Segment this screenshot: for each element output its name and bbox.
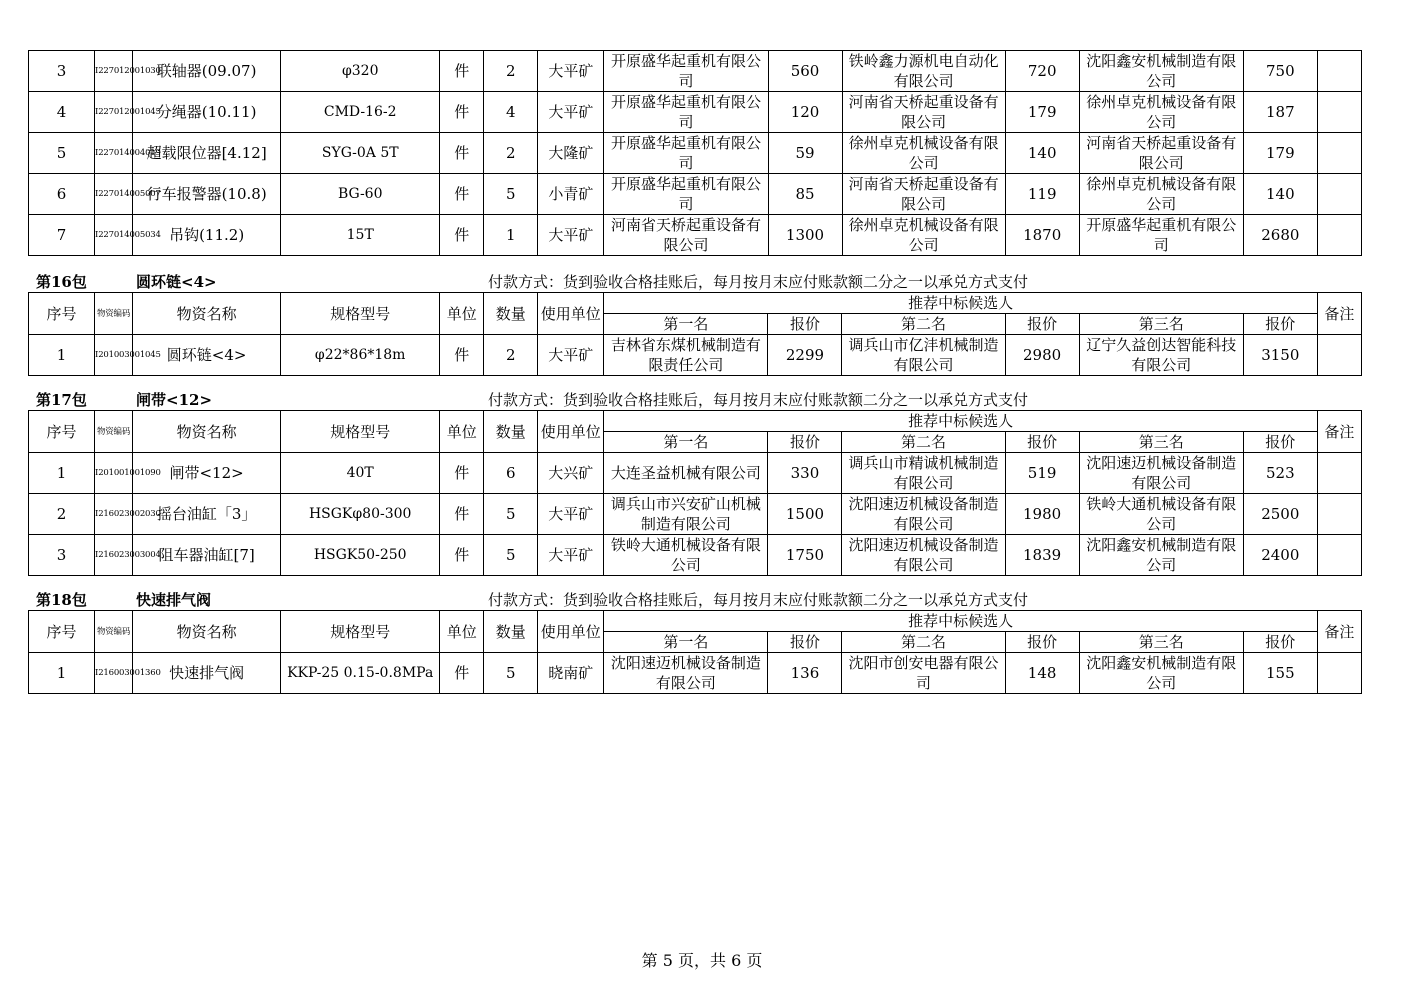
second-price: 720	[1005, 51, 1079, 92]
header-name: 物资名称	[133, 293, 281, 335]
second-candidate: 调兵山市精诚机械制造有限公司	[842, 453, 1005, 494]
header-spec: 规格型号	[281, 293, 440, 335]
header-no: 序号	[29, 611, 95, 653]
unit: 件	[440, 51, 484, 92]
unit: 件	[440, 133, 484, 174]
header-no: 序号	[29, 293, 95, 335]
remark	[1317, 335, 1361, 376]
header-price-3: 报价	[1243, 632, 1317, 653]
quantity: 5	[484, 174, 538, 215]
material-code: I227014004019	[95, 133, 133, 174]
header-recommended: 推荐中标候选人	[604, 611, 1318, 632]
header-remark: 备注	[1317, 293, 1361, 335]
package-header	[36, 272, 1396, 292]
header-recommended: 推荐中标候选人	[604, 293, 1318, 314]
header-row	[29, 411, 1362, 432]
header-qty: 数量	[484, 411, 538, 453]
spec-model: HSGK50-250	[281, 535, 440, 576]
spec-model: φ320	[281, 51, 440, 92]
third-price: 3150	[1243, 335, 1317, 376]
row-number: 4	[29, 92, 95, 133]
first-candidate: 调兵山市兴安矿山机械制造有限公司	[604, 494, 768, 535]
material-name: 闸带<12>	[133, 453, 281, 494]
using-unit: 大兴矿	[538, 453, 604, 494]
header-name: 物资名称	[133, 411, 281, 453]
remark	[1317, 494, 1361, 535]
spec-model: CMD-16-2	[281, 92, 440, 133]
using-unit: 大平矿	[538, 51, 604, 92]
third-candidate: 沈阳鑫安机械制造有限公司	[1079, 51, 1243, 92]
row-number: 5	[29, 133, 95, 174]
header-price-1: 报价	[768, 314, 842, 335]
first-price: 120	[768, 92, 842, 133]
second-candidate: 沈阳速迈机械设备制造有限公司	[842, 494, 1005, 535]
header-row	[29, 611, 1362, 632]
header-unit: 单位	[440, 611, 484, 653]
package-title: 圆环链<4>	[136, 273, 217, 291]
header-remark: 备注	[1317, 411, 1361, 453]
header-qty: 数量	[484, 293, 538, 335]
third-candidate: 徐州卓克机械设备有限公司	[1079, 174, 1243, 215]
third-candidate: 沈阳鑫安机械制造有限公司	[1079, 535, 1243, 576]
header-unit: 单位	[440, 293, 484, 335]
row-number: 3	[29, 535, 95, 576]
material-code: I227014005034	[95, 215, 133, 256]
unit: 件	[440, 174, 484, 215]
first-candidate: 开原盛华起重机有限公司	[604, 51, 768, 92]
material-name: 行车报警器(10.8)	[133, 174, 281, 215]
page-footer: 第 5 页，共 6 页	[641, 951, 763, 970]
remark	[1317, 535, 1361, 576]
header-price-3: 报价	[1243, 432, 1317, 453]
first-candidate: 开原盛华起重机有限公司	[604, 174, 768, 215]
third-candidate: 辽宁久益创达智能科技有限公司	[1079, 335, 1243, 376]
quantity: 2	[484, 335, 538, 376]
header-third: 第三名	[1079, 632, 1243, 653]
unit: 件	[440, 653, 484, 694]
table-row	[29, 453, 1362, 494]
material-name: 分绳器(10.11)	[133, 92, 281, 133]
first-price: 136	[768, 653, 842, 694]
remark	[1317, 653, 1361, 694]
material-name: 吊钩(11.2)	[133, 215, 281, 256]
package-table	[28, 610, 1362, 694]
material-code: I216023002030	[95, 494, 133, 535]
first-candidate: 开原盛华起重机有限公司	[604, 133, 768, 174]
header-second: 第二名	[842, 314, 1005, 335]
material-name: 超载限位器[4.12]	[133, 133, 281, 174]
table-row	[29, 535, 1362, 576]
unit: 件	[440, 92, 484, 133]
header-spec: 规格型号	[281, 411, 440, 453]
first-candidate: 吉林省东煤机械制造有限责任公司	[604, 335, 768, 376]
header-third: 第三名	[1079, 432, 1243, 453]
table-row	[29, 653, 1362, 694]
header-code: 物资编码	[95, 411, 133, 453]
package-table	[28, 410, 1362, 576]
package-title: 快速排气阀	[136, 591, 212, 609]
remark	[1317, 92, 1361, 133]
third-price: 523	[1243, 453, 1317, 494]
using-unit: 大平矿	[538, 215, 604, 256]
material-name: 圆环链<4>	[133, 335, 281, 376]
continuation-table	[28, 50, 1362, 256]
third-price: 155	[1243, 653, 1317, 694]
package-header	[36, 590, 1396, 610]
second-candidate: 徐州卓克机械设备有限公司	[842, 215, 1005, 256]
header-user: 使用单位	[538, 411, 604, 453]
header-unit: 单位	[440, 411, 484, 453]
remark	[1317, 215, 1361, 256]
second-candidate: 沈阳速迈机械设备制造有限公司	[842, 535, 1005, 576]
header-first: 第一名	[604, 314, 768, 335]
using-unit: 大隆矿	[538, 133, 604, 174]
unit: 件	[440, 215, 484, 256]
row-number: 3	[29, 51, 95, 92]
quantity: 5	[484, 494, 538, 535]
second-price: 179	[1005, 92, 1079, 133]
header-qty: 数量	[484, 611, 538, 653]
table-row	[29, 174, 1362, 215]
package-number: 第18包	[36, 591, 87, 609]
third-price: 187	[1243, 92, 1317, 133]
third-candidate: 徐州卓克机械设备有限公司	[1079, 92, 1243, 133]
first-candidate: 开原盛华起重机有限公司	[604, 92, 768, 133]
payment-terms: 付款方式：货到验收合格挂账后，每月按月末应付账款额二分之一以承兑方式支付	[488, 273, 1029, 291]
table-row	[29, 494, 1362, 535]
row-number: 7	[29, 215, 95, 256]
quantity: 5	[484, 653, 538, 694]
remark	[1317, 174, 1361, 215]
second-candidate: 河南省天桥起重设备有限公司	[842, 92, 1005, 133]
table-row	[29, 215, 1362, 256]
using-unit: 大平矿	[538, 494, 604, 535]
first-price: 59	[768, 133, 842, 174]
third-price: 750	[1243, 51, 1317, 92]
header-name: 物资名称	[133, 611, 281, 653]
third-price: 2400	[1243, 535, 1317, 576]
remark	[1317, 453, 1361, 494]
using-unit: 大平矿	[538, 92, 604, 133]
header-spec: 规格型号	[281, 611, 440, 653]
header-row	[29, 293, 1362, 314]
header-third: 第三名	[1079, 314, 1243, 335]
material-name: 快速排气阀	[133, 653, 281, 694]
payment-terms: 付款方式：货到验收合格挂账后，每月按月末应付账款额二分之一以承兑方式支付	[488, 591, 1029, 609]
material-code: I216023003004	[95, 535, 133, 576]
first-candidate: 铁岭大通机械设备有限公司	[604, 535, 768, 576]
second-price: 148	[1005, 653, 1079, 694]
second-candidate: 调兵山市亿沣机械制造有限公司	[842, 335, 1005, 376]
first-price: 2299	[768, 335, 842, 376]
first-price: 1750	[768, 535, 842, 576]
header-code: 物资编码	[95, 293, 133, 335]
remark	[1317, 133, 1361, 174]
material-name: 摇台油缸「3」	[133, 494, 281, 535]
row-number: 6	[29, 174, 95, 215]
third-price: 2680	[1243, 215, 1317, 256]
package-title: 闸带<12>	[136, 391, 213, 409]
material-code: I227012001045	[95, 92, 133, 133]
package-header	[36, 390, 1396, 410]
second-candidate: 铁岭鑫力源机电自动化有限公司	[842, 51, 1005, 92]
third-candidate: 沈阳鑫安机械制造有限公司	[1079, 653, 1243, 694]
third-candidate: 河南省天桥起重设备有限公司	[1079, 133, 1243, 174]
header-second: 第二名	[842, 432, 1005, 453]
material-code: I227012001030	[95, 51, 133, 92]
package-table	[28, 292, 1362, 376]
second-price: 1870	[1005, 215, 1079, 256]
header-price-1: 报价	[768, 432, 842, 453]
first-price: 1300	[768, 215, 842, 256]
first-price: 560	[768, 51, 842, 92]
using-unit: 晓南矿	[538, 653, 604, 694]
using-unit: 大平矿	[538, 535, 604, 576]
using-unit: 小青矿	[538, 174, 604, 215]
remark	[1317, 51, 1361, 92]
second-price: 140	[1005, 133, 1079, 174]
third-price: 140	[1243, 174, 1317, 215]
spec-model: 40T	[281, 453, 440, 494]
spec-model: HSGKφ80-300	[281, 494, 440, 535]
first-price: 330	[768, 453, 842, 494]
third-candidate: 沈阳速迈机械设备制造有限公司	[1079, 453, 1243, 494]
material-code: I227014005007	[95, 174, 133, 215]
row-number: 1	[29, 335, 95, 376]
material-code: I201003001045	[95, 335, 133, 376]
unit: 件	[440, 535, 484, 576]
second-price: 1839	[1005, 535, 1079, 576]
third-candidate: 开原盛华起重机有限公司	[1079, 215, 1243, 256]
second-candidate: 河南省天桥起重设备有限公司	[842, 174, 1005, 215]
row-number: 2	[29, 494, 95, 535]
material-code: I201001001090	[95, 453, 133, 494]
unit: 件	[440, 453, 484, 494]
second-price: 119	[1005, 174, 1079, 215]
table-row	[29, 92, 1362, 133]
unit: 件	[440, 494, 484, 535]
row-number: 1	[29, 453, 95, 494]
spec-model: KKP-25 0.15-0.8MPa	[281, 653, 440, 694]
third-candidate: 铁岭大通机械设备有限公司	[1079, 494, 1243, 535]
payment-terms: 付款方式：货到验收合格挂账后，每月按月末应付账款额二分之一以承兑方式支付	[488, 391, 1029, 409]
quantity: 1	[484, 215, 538, 256]
second-price: 2980	[1005, 335, 1079, 376]
header-code: 物资编码	[95, 611, 133, 653]
table-row	[29, 133, 1362, 174]
header-first: 第一名	[604, 432, 768, 453]
second-price: 519	[1005, 453, 1079, 494]
header-price-2: 报价	[1005, 314, 1079, 335]
quantity: 5	[484, 535, 538, 576]
second-candidate: 沈阳市创安电器有限公司	[842, 653, 1005, 694]
header-user: 使用单位	[538, 293, 604, 335]
unit: 件	[440, 335, 484, 376]
spec-model: SYG-0A 5T	[281, 133, 440, 174]
second-candidate: 徐州卓克机械设备有限公司	[842, 133, 1005, 174]
material-name: 联轴器(09.07)	[133, 51, 281, 92]
header-price-3: 报价	[1243, 314, 1317, 335]
row-number: 1	[29, 653, 95, 694]
spec-model: 15T	[281, 215, 440, 256]
package-number: 第16包	[36, 273, 87, 291]
first-candidate: 大连圣益机械有限公司	[604, 453, 768, 494]
first-candidate: 河南省天桥起重设备有限公司	[604, 215, 768, 256]
header-second: 第二名	[842, 632, 1005, 653]
header-price-2: 报价	[1005, 632, 1079, 653]
header-user: 使用单位	[538, 611, 604, 653]
second-price: 1980	[1005, 494, 1079, 535]
first-price: 1500	[768, 494, 842, 535]
quantity: 6	[484, 453, 538, 494]
header-price-1: 报价	[768, 632, 842, 653]
first-price: 85	[768, 174, 842, 215]
spec-model: φ22*86*18m	[281, 335, 440, 376]
quantity: 2	[484, 133, 538, 174]
material-name: 阻车器油缸[7]	[133, 535, 281, 576]
package-number: 第17包	[36, 391, 87, 409]
material-code: I216003001360	[95, 653, 133, 694]
third-price: 179	[1243, 133, 1317, 174]
quantity: 4	[484, 92, 538, 133]
third-price: 2500	[1243, 494, 1317, 535]
header-first: 第一名	[604, 632, 768, 653]
header-recommended: 推荐中标候选人	[604, 411, 1318, 432]
using-unit: 大平矿	[538, 335, 604, 376]
table-row	[29, 51, 1362, 92]
header-price-2: 报价	[1005, 432, 1079, 453]
header-remark: 备注	[1317, 611, 1361, 653]
spec-model: BG-60	[281, 174, 440, 215]
quantity: 2	[484, 51, 538, 92]
header-no: 序号	[29, 411, 95, 453]
first-candidate: 沈阳速迈机械设备制造有限公司	[604, 653, 768, 694]
table-row	[29, 335, 1362, 376]
